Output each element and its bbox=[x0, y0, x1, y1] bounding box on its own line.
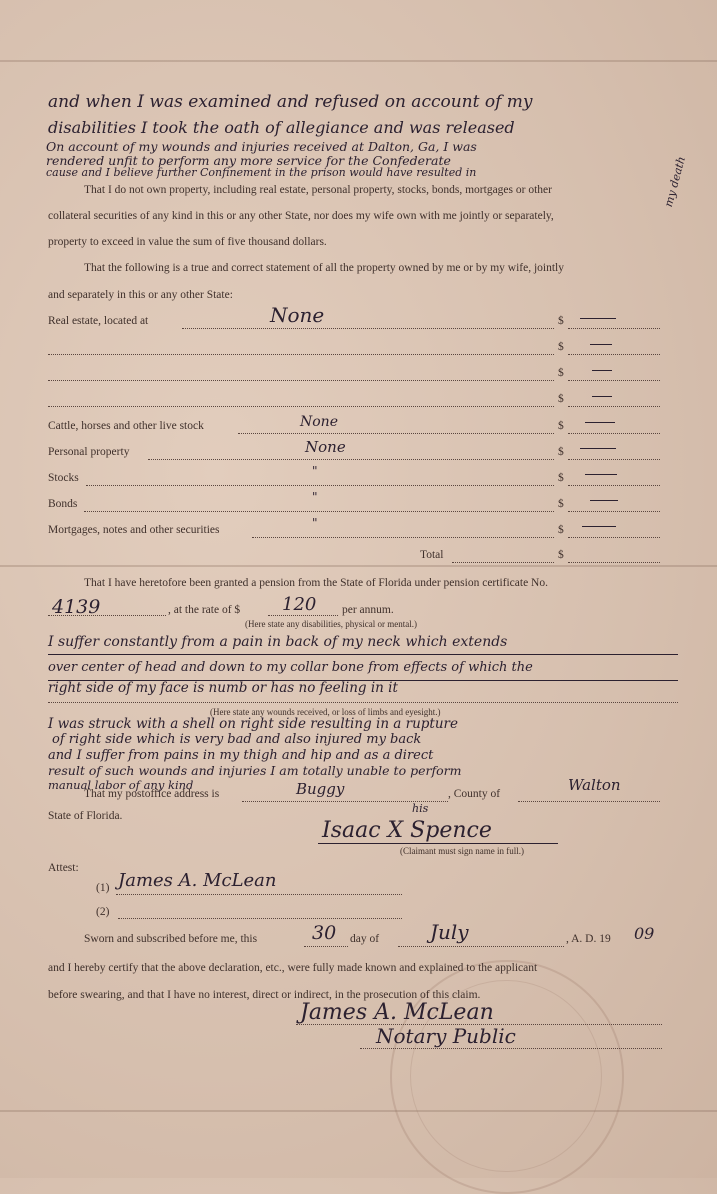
amount-dash bbox=[582, 526, 616, 527]
writing-rule bbox=[48, 654, 678, 655]
property-value: None bbox=[300, 414, 338, 430]
property-paragraph-line: collateral securities of any kind in this or any other State, nor does my wife own with me jointly or separately, bbox=[48, 210, 554, 222]
amount-dash bbox=[580, 318, 616, 319]
amount-dash bbox=[592, 396, 612, 397]
dollar-sign: $ bbox=[558, 549, 564, 561]
amount-leader bbox=[568, 485, 660, 486]
property-label: Stocks bbox=[48, 472, 79, 484]
wounds-line: I was struck with a shell on right side resulting in a rupture bbox=[48, 716, 458, 732]
amount-dash bbox=[585, 422, 615, 423]
sworn-year: 09 bbox=[634, 924, 655, 943]
certification-line: and I hereby certify that the above declaration, etc., were fully made known and explained to the applicant bbox=[48, 962, 538, 974]
dollar-sign: $ bbox=[558, 367, 564, 379]
property-value: " bbox=[312, 490, 318, 504]
county-label: , County of bbox=[448, 788, 501, 800]
dotted-leader bbox=[48, 354, 554, 355]
dotted-leader bbox=[48, 380, 554, 381]
hand-line: and when I was examined and refused on account of my bbox=[48, 92, 533, 112]
amount-dash bbox=[590, 344, 612, 345]
dollar-sign: $ bbox=[558, 446, 564, 458]
dotted-leader bbox=[48, 615, 166, 616]
hand-line: disabilities I took the oath of allegiance and was released bbox=[48, 118, 515, 137]
dotted-leader bbox=[518, 801, 660, 802]
dotted-leader bbox=[304, 946, 348, 947]
margin-note: my death bbox=[662, 154, 688, 209]
amount-leader bbox=[568, 354, 660, 355]
wounds-line: result of such wounds and injuries I am totally unable to perform bbox=[48, 763, 462, 778]
sworn-ad: , A. D. 19 bbox=[566, 933, 611, 945]
property-label: Personal property bbox=[48, 446, 130, 458]
dotted-leader bbox=[48, 406, 554, 407]
sworn-day: 30 bbox=[312, 922, 337, 944]
amount-leader bbox=[568, 537, 660, 538]
certification-line: before swearing, and that I have no interest, direct or indirect, in the prosecution of this claim. bbox=[48, 989, 481, 1001]
amount-leader bbox=[568, 511, 660, 512]
amount-dash bbox=[592, 370, 612, 371]
property-label: Mortgages, notes and other securities bbox=[48, 524, 220, 536]
county-value: Walton bbox=[568, 776, 621, 794]
property-paragraph-line: property to exceed in value the sum of five thousand dollars. bbox=[48, 236, 327, 248]
dotted-leader bbox=[252, 537, 554, 538]
statement-paragraph-line: and separately in this or any other State: bbox=[48, 289, 233, 301]
amount-dash bbox=[590, 500, 618, 501]
witness-1-signature: James A. McLean bbox=[118, 870, 277, 891]
signature-line bbox=[318, 843, 558, 844]
dollar-sign: $ bbox=[558, 524, 564, 536]
total-label: Total bbox=[420, 549, 444, 561]
dotted-leader bbox=[48, 702, 678, 703]
rate-prefix: , at the rate of $ bbox=[168, 604, 241, 616]
postoffice-label: That my postoffice address is bbox=[84, 788, 220, 800]
sworn-day-of: day of bbox=[350, 933, 380, 945]
witness-number: (1) bbox=[96, 882, 110, 894]
amount-leader bbox=[568, 459, 660, 460]
dollar-sign: $ bbox=[558, 341, 564, 353]
state-label: State of Florida. bbox=[48, 810, 123, 822]
property-label: Real estate, located at bbox=[48, 315, 149, 327]
dotted-leader bbox=[360, 1048, 662, 1049]
disability-caption: (Here state any disabilities, physical or mental.) bbox=[245, 619, 417, 629]
sworn-month: July bbox=[430, 920, 469, 944]
dotted-leader bbox=[268, 615, 338, 616]
dotted-leader bbox=[86, 485, 554, 486]
notary-title: Notary Public bbox=[376, 1024, 516, 1048]
amount-leader bbox=[568, 328, 660, 329]
dotted-leader bbox=[116, 894, 402, 895]
dotted-leader bbox=[148, 459, 554, 460]
amount-leader bbox=[568, 406, 660, 407]
dollar-sign: $ bbox=[558, 420, 564, 432]
rate-suffix: per annum. bbox=[342, 604, 394, 616]
dollar-sign: $ bbox=[558, 472, 564, 484]
witness-number: (2) bbox=[96, 906, 110, 918]
dotted-leader bbox=[182, 328, 554, 329]
hand-line: rendered unfit to perform any more service for the Confederate bbox=[46, 153, 451, 168]
property-paragraph-line: That I do not own property, including real estate, personal property, stocks, bonds, mortgages or other bbox=[84, 184, 552, 196]
pension-rate: 120 bbox=[282, 594, 317, 615]
amount-dash bbox=[580, 448, 616, 449]
amount-leader bbox=[568, 562, 660, 563]
disability-line: right side of my face is numb or has no feeling in it bbox=[48, 680, 398, 696]
amount-leader bbox=[568, 433, 660, 434]
dotted-leader bbox=[398, 946, 564, 947]
property-value: " bbox=[312, 516, 318, 530]
property-value: None bbox=[270, 303, 325, 327]
wounds-line: manual labor of any kind bbox=[48, 778, 194, 792]
property-label: Bonds bbox=[48, 498, 78, 510]
signature-his: his bbox=[412, 802, 429, 815]
statement-paragraph-line: That the following is a true and correct statement of all the property owned by me or by my wife, jointly bbox=[84, 262, 564, 274]
attest-label: Attest: bbox=[48, 862, 79, 874]
dollar-sign: $ bbox=[558, 315, 564, 327]
property-value: " bbox=[312, 464, 318, 478]
sworn-prefix: Sworn and subscribed before me, this bbox=[84, 933, 258, 945]
hand-line: On account of my wounds and injuries received at Dalton, Ga, I was bbox=[46, 139, 477, 154]
dollar-sign: $ bbox=[558, 498, 564, 510]
hand-line: cause and I believe further Confinement in the prison would have resulted in bbox=[46, 166, 477, 179]
wounds-line: and I suffer from pains in my thigh and hip and as a direct bbox=[48, 748, 434, 763]
amount-leader bbox=[568, 380, 660, 381]
pension-certificate-number: 4139 bbox=[52, 596, 101, 618]
dotted-leader bbox=[452, 562, 554, 563]
wounds-line: of right side which is very bad and also injured my back bbox=[52, 732, 422, 747]
disability-line: over center of head and down to my collar bone from effects of which the bbox=[48, 660, 533, 675]
postoffice-value: Buggy bbox=[296, 780, 345, 798]
dollar-sign: $ bbox=[558, 393, 564, 405]
wounds-caption: (Here state any wounds received, or loss of limbs and eyesight.) bbox=[210, 707, 441, 717]
dotted-leader bbox=[84, 511, 554, 512]
property-value: None bbox=[305, 438, 346, 456]
disability-line: I suffer constantly from a pain in back of my neck which extends bbox=[48, 634, 508, 650]
dotted-leader bbox=[118, 918, 402, 919]
claimant-signature: Isaac X Spence bbox=[322, 818, 492, 843]
amount-dash bbox=[585, 474, 617, 475]
notary-signature: James A. McLean bbox=[300, 1000, 494, 1025]
property-label: Cattle, horses and other live stock bbox=[48, 420, 204, 432]
pension-statement: That I have heretofore been granted a pension from the State of Florida under pension certificate No. bbox=[84, 577, 548, 589]
dotted-leader bbox=[238, 433, 554, 434]
signature-caption: (Claimant must sign name in full.) bbox=[400, 846, 524, 856]
